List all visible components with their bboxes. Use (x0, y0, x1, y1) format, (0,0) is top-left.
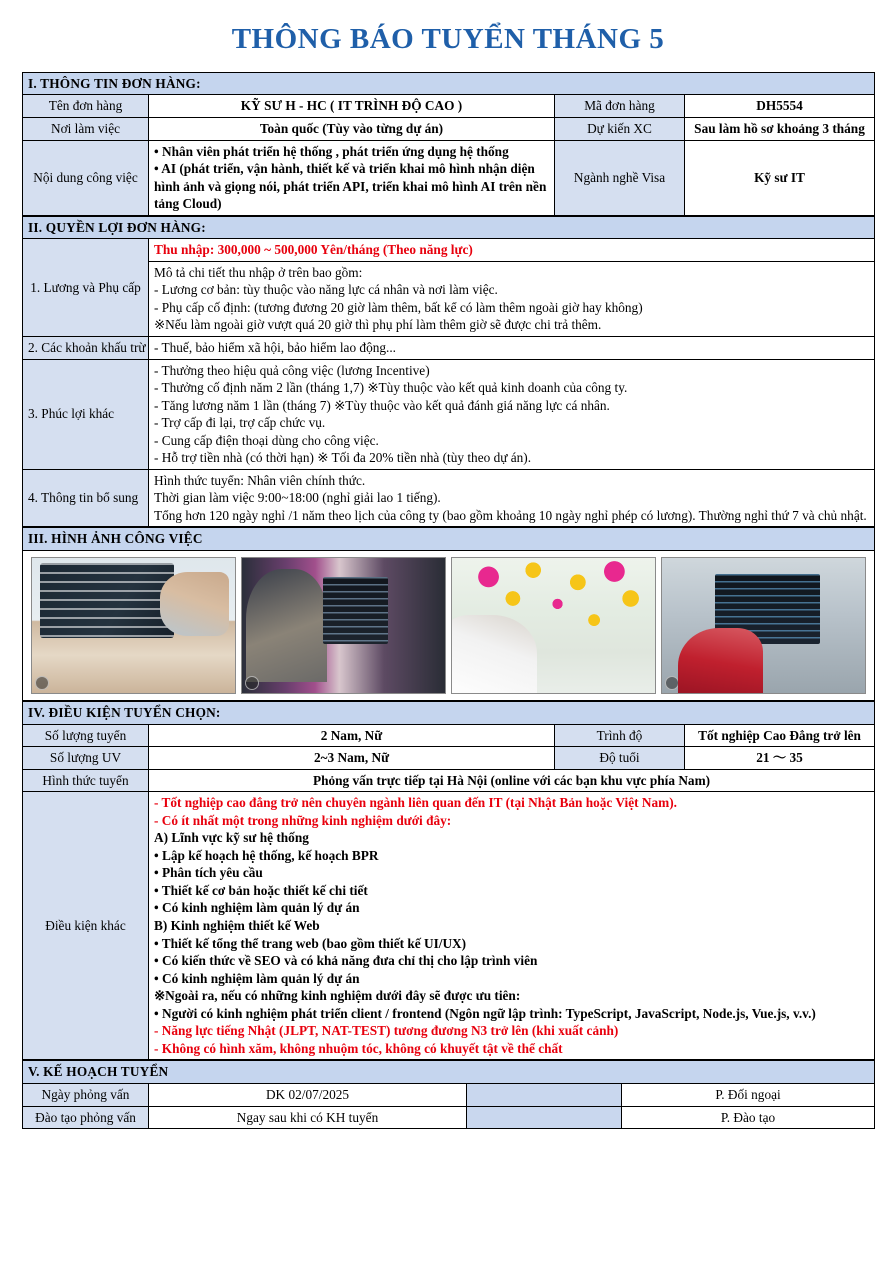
table-row (23, 95, 875, 118)
page-title: THÔNG BÁO TUYỂN THÁNG 5 (231, 23, 665, 55)
section-5-table (22, 1060, 875, 1129)
work-photo-person-working-at-desk-with-monitor (241, 557, 446, 694)
candidate-count-value: 2~3 Nam, Nữ (149, 747, 555, 770)
section-4-heading-row (23, 702, 875, 725)
salary-detail-line: - Lương cơ bản: tùy thuộc vào năng lực cá nhân và nơi làm việc. (154, 282, 498, 298)
section-5-heading: V. KẾ HOẠCH TUYỂN (23, 1061, 875, 1084)
section-4-table (22, 701, 875, 1060)
training-date-blank-cell (467, 1106, 622, 1129)
job-content-line: • AI (phát triển, vận hành, thiết kế và triển khai mô hình nhận diện hình ảnh và giọng nói, phát triển API, triển khai mô hình AI trên nền tảng Cloud) (154, 161, 547, 212)
table-row (23, 724, 875, 747)
departure-estimate-label: Dự kiến XC (555, 117, 685, 140)
order-name-label: Tên đơn hàng (23, 95, 149, 118)
training-department-value: P. Đào tạo (622, 1106, 875, 1129)
section-3-heading: III. HÌNH ẢNH CÔNG VIỆC (23, 528, 875, 551)
benefit-item: - Hỗ trợ tiền nhà (có thời hạn) ※ Tối đa 20% tiền nhà (tùy theo dự án). (154, 450, 532, 466)
table-row (23, 469, 875, 527)
condition-line: A) Lĩnh vực kỹ sư hệ thống (154, 830, 309, 846)
visa-field-label: Ngành nghề Visa (555, 140, 685, 215)
departure-estimate-value: Sau làm hồ sơ khoảng 3 tháng (685, 117, 875, 140)
extra-info-item: Hình thức tuyển: Nhân viên chính thức. (154, 472, 366, 488)
condition-line: • Có kinh nghiệm làm quản lý dự án (154, 900, 360, 916)
education-label: Trình độ (555, 724, 685, 747)
other-conditions-label: Điều kiện khác (23, 792, 149, 1060)
condition-line: • Có kinh nghiệm làm quản lý dự án (154, 970, 360, 986)
condition-line: B) Kinh nghiệm thiết kế Web (154, 918, 320, 934)
watermark-icon (665, 676, 679, 690)
table-row (23, 117, 875, 140)
condition-line: - Tốt nghiệp cao đẳng trở nên chuyên ngành liên quan đến IT (tại Nhật Bản hoặc Việt Nam). (154, 795, 677, 811)
education-value: Tốt nghiệp Cao Đẳng trở lên (685, 724, 875, 747)
candidate-count-label: Số lượng UV (23, 747, 149, 770)
work-photo-hands-typing-on-laptop (661, 557, 866, 694)
extra-info-list (149, 469, 875, 527)
condition-line: • Thiết kế cơ bản hoặc thiết kế chi tiết (154, 882, 368, 898)
benefits-list (149, 359, 875, 469)
salary-detail-line: ※Nếu làm ngoài giờ vượt quá 20 giờ thì phụ phí làm thêm giờ sẽ được chi trả thêm. (154, 317, 602, 333)
condition-line: • Thiết kế tổng thể trang web (bao gồm thiết kế UI/UX) (154, 935, 467, 951)
work-location-label: Nơi làm việc (23, 117, 149, 140)
interview-date-label: Ngày phỏng vấn (23, 1083, 149, 1106)
work-location-value: Toàn quốc (Tùy vào từng dự án) (149, 117, 555, 140)
salary-detail-line: - Phụ cấp cố định: (tương đương 20 giờ làm thêm, bất kể có làm thêm ngoài giờ hay không) (154, 299, 643, 315)
salary-details (149, 261, 875, 336)
salary-label: 1. Lương và Phụ cấp (23, 239, 149, 337)
age-range-label: Độ tuổi (555, 747, 685, 770)
age-range-value: 21 ～ 35 (685, 747, 875, 770)
photo-strip-cell (23, 551, 875, 701)
condition-line: ※Ngoài ra, nếu có những kinh nghiệm dưới đây sẽ được ưu tiên: (154, 988, 521, 1004)
condition-line: - Năng lực tiếng Nhật (JLPT, NAT-TEST) tương đương N3 trở lên (khi xuất cảnh) (154, 1023, 619, 1039)
watermark-icon (245, 676, 259, 690)
section-1-heading: I. THÔNG TIN ĐƠN HÀNG: (23, 72, 875, 95)
section-1-table (22, 72, 875, 216)
salary-detail-line: Mô tả chi tiết thu nhập ở trên bao gồm: (154, 264, 363, 280)
table-row (23, 140, 875, 215)
job-content-value (149, 140, 555, 215)
table-row (23, 747, 875, 770)
benefit-item: - Thưởng cố định năm 2 lần (tháng 1,7) ※Tùy thuộc vào kết quả kinh doanh của công ty. (154, 380, 628, 396)
benefit-item: - Cung cấp điện thoại dùng cho công việc. (154, 432, 379, 448)
condition-line: • Lập kế hoạch hệ thống, kế hoạch BPR (154, 847, 379, 863)
interview-date-blank-cell (467, 1083, 622, 1106)
condition-line: • Phân tích yêu cầu (154, 865, 263, 881)
interview-department-value: P. Đối ngoại (622, 1083, 875, 1106)
job-content-label: Nội dung công việc (23, 140, 149, 215)
table-row (23, 769, 875, 792)
benefit-item: - Thưởng theo hiệu quả công việc (lương Incentive) (154, 362, 430, 378)
table-row (23, 1106, 875, 1129)
section-5-heading-row (23, 1061, 875, 1084)
work-photo-team-brainstorming-with-sticky-notes (451, 557, 656, 694)
order-code-label: Mã đơn hàng (555, 95, 685, 118)
table-row (23, 1083, 875, 1106)
interview-method-label: Hình thức tuyển (23, 769, 149, 792)
work-photo-developer-pointing-at-code-monitor (31, 557, 236, 694)
interview-date-value: DK 02/07/2025 (149, 1083, 467, 1106)
benefit-item: - Tăng lương năm 1 lần (tháng 7) ※Tùy thuộc vào kết quả đánh giá năng lực cá nhân. (154, 397, 610, 413)
quantity-value: 2 Nam, Nữ (149, 724, 555, 747)
extra-info-label: 4. Thông tin bổ sung (23, 469, 149, 527)
condition-line: • Người có kinh nghiệm phát triển client / frontend (Ngôn ngữ lập trình: TypeScript, JavaScript, Node.js, Vue.js, v.v.) (154, 1005, 816, 1021)
watermark-icon (35, 676, 49, 690)
table-row (23, 359, 875, 469)
photo-strip (28, 553, 869, 698)
table-row (23, 792, 875, 1060)
order-code-value: DH5554 (685, 95, 875, 118)
visa-field-value: Kỹ sư IT (685, 140, 875, 215)
table-row (23, 337, 875, 360)
condition-line: • Có kiến thức về SEO và có khả năng đưa chỉ thị cho lập trình viên (154, 953, 538, 969)
income-value: Thu nhập: 300,000 ~ 500,000 Yên/tháng (Theo năng lực) (149, 239, 875, 262)
extra-info-item: Tổng hơn 120 ngày nghỉ /1 năm theo lịch của công ty (bao gồm khoảng 10 ngày nghỉ phép có lương). Thường nghỉ thứ 7 và chủ nhật. (154, 507, 867, 523)
quantity-label: Số lượng tuyển (23, 724, 149, 747)
section-2-heading-row (23, 216, 875, 239)
watermark-icon (455, 676, 469, 690)
interview-method-value: Phỏng vấn trực tiếp tại Hà Nội (online với các bạn khu vực phía Nam) (149, 769, 875, 792)
deductions-value: - Thuế, bảo hiểm xã hội, bảo hiểm lao động... (149, 337, 875, 360)
deductions-label: 2. Các khoản khấu trừ (23, 337, 149, 360)
section-2-heading: II. QUYỀN LỢI ĐƠN HÀNG: (23, 216, 875, 239)
job-content-line: • Nhân viên phát triển hệ thống , phát triển ứng dụng hệ thống (154, 143, 509, 159)
section-1-heading-row (23, 72, 875, 95)
other-conditions-body (149, 792, 875, 1060)
section-4-heading: IV. ĐIỀU KIỆN TUYỂN CHỌN: (23, 702, 875, 725)
condition-line: - Không có hình xăm, không nhuộm tóc, không có khuyết tật về thể chất (154, 1040, 563, 1056)
extra-info-item: Thời gian làm việc 9:00~18:00 (nghỉ giải lao 1 tiếng). (154, 490, 441, 506)
training-date-label: Đào tạo phỏng vấn (23, 1106, 149, 1129)
table-row (23, 261, 875, 336)
order-name-value: KỸ SƯ H - HC ( IT TRÌNH ĐỘ CAO ) (149, 95, 555, 118)
photo-strip-row (23, 551, 875, 701)
section-2-table (22, 216, 875, 528)
table-row (23, 239, 875, 262)
training-date-value: Ngay sau khi có KH tuyển (149, 1106, 467, 1129)
benefit-item: - Trợ cấp đi lại, trợ cấp chức vụ. (154, 415, 326, 431)
benefits-label: 3. Phúc lợi khác (23, 359, 149, 469)
section-3-heading-row (23, 528, 875, 551)
condition-line: - Có ít nhất một trong những kinh nghiệm dưới đây: (154, 812, 452, 828)
section-3-table (22, 527, 875, 701)
